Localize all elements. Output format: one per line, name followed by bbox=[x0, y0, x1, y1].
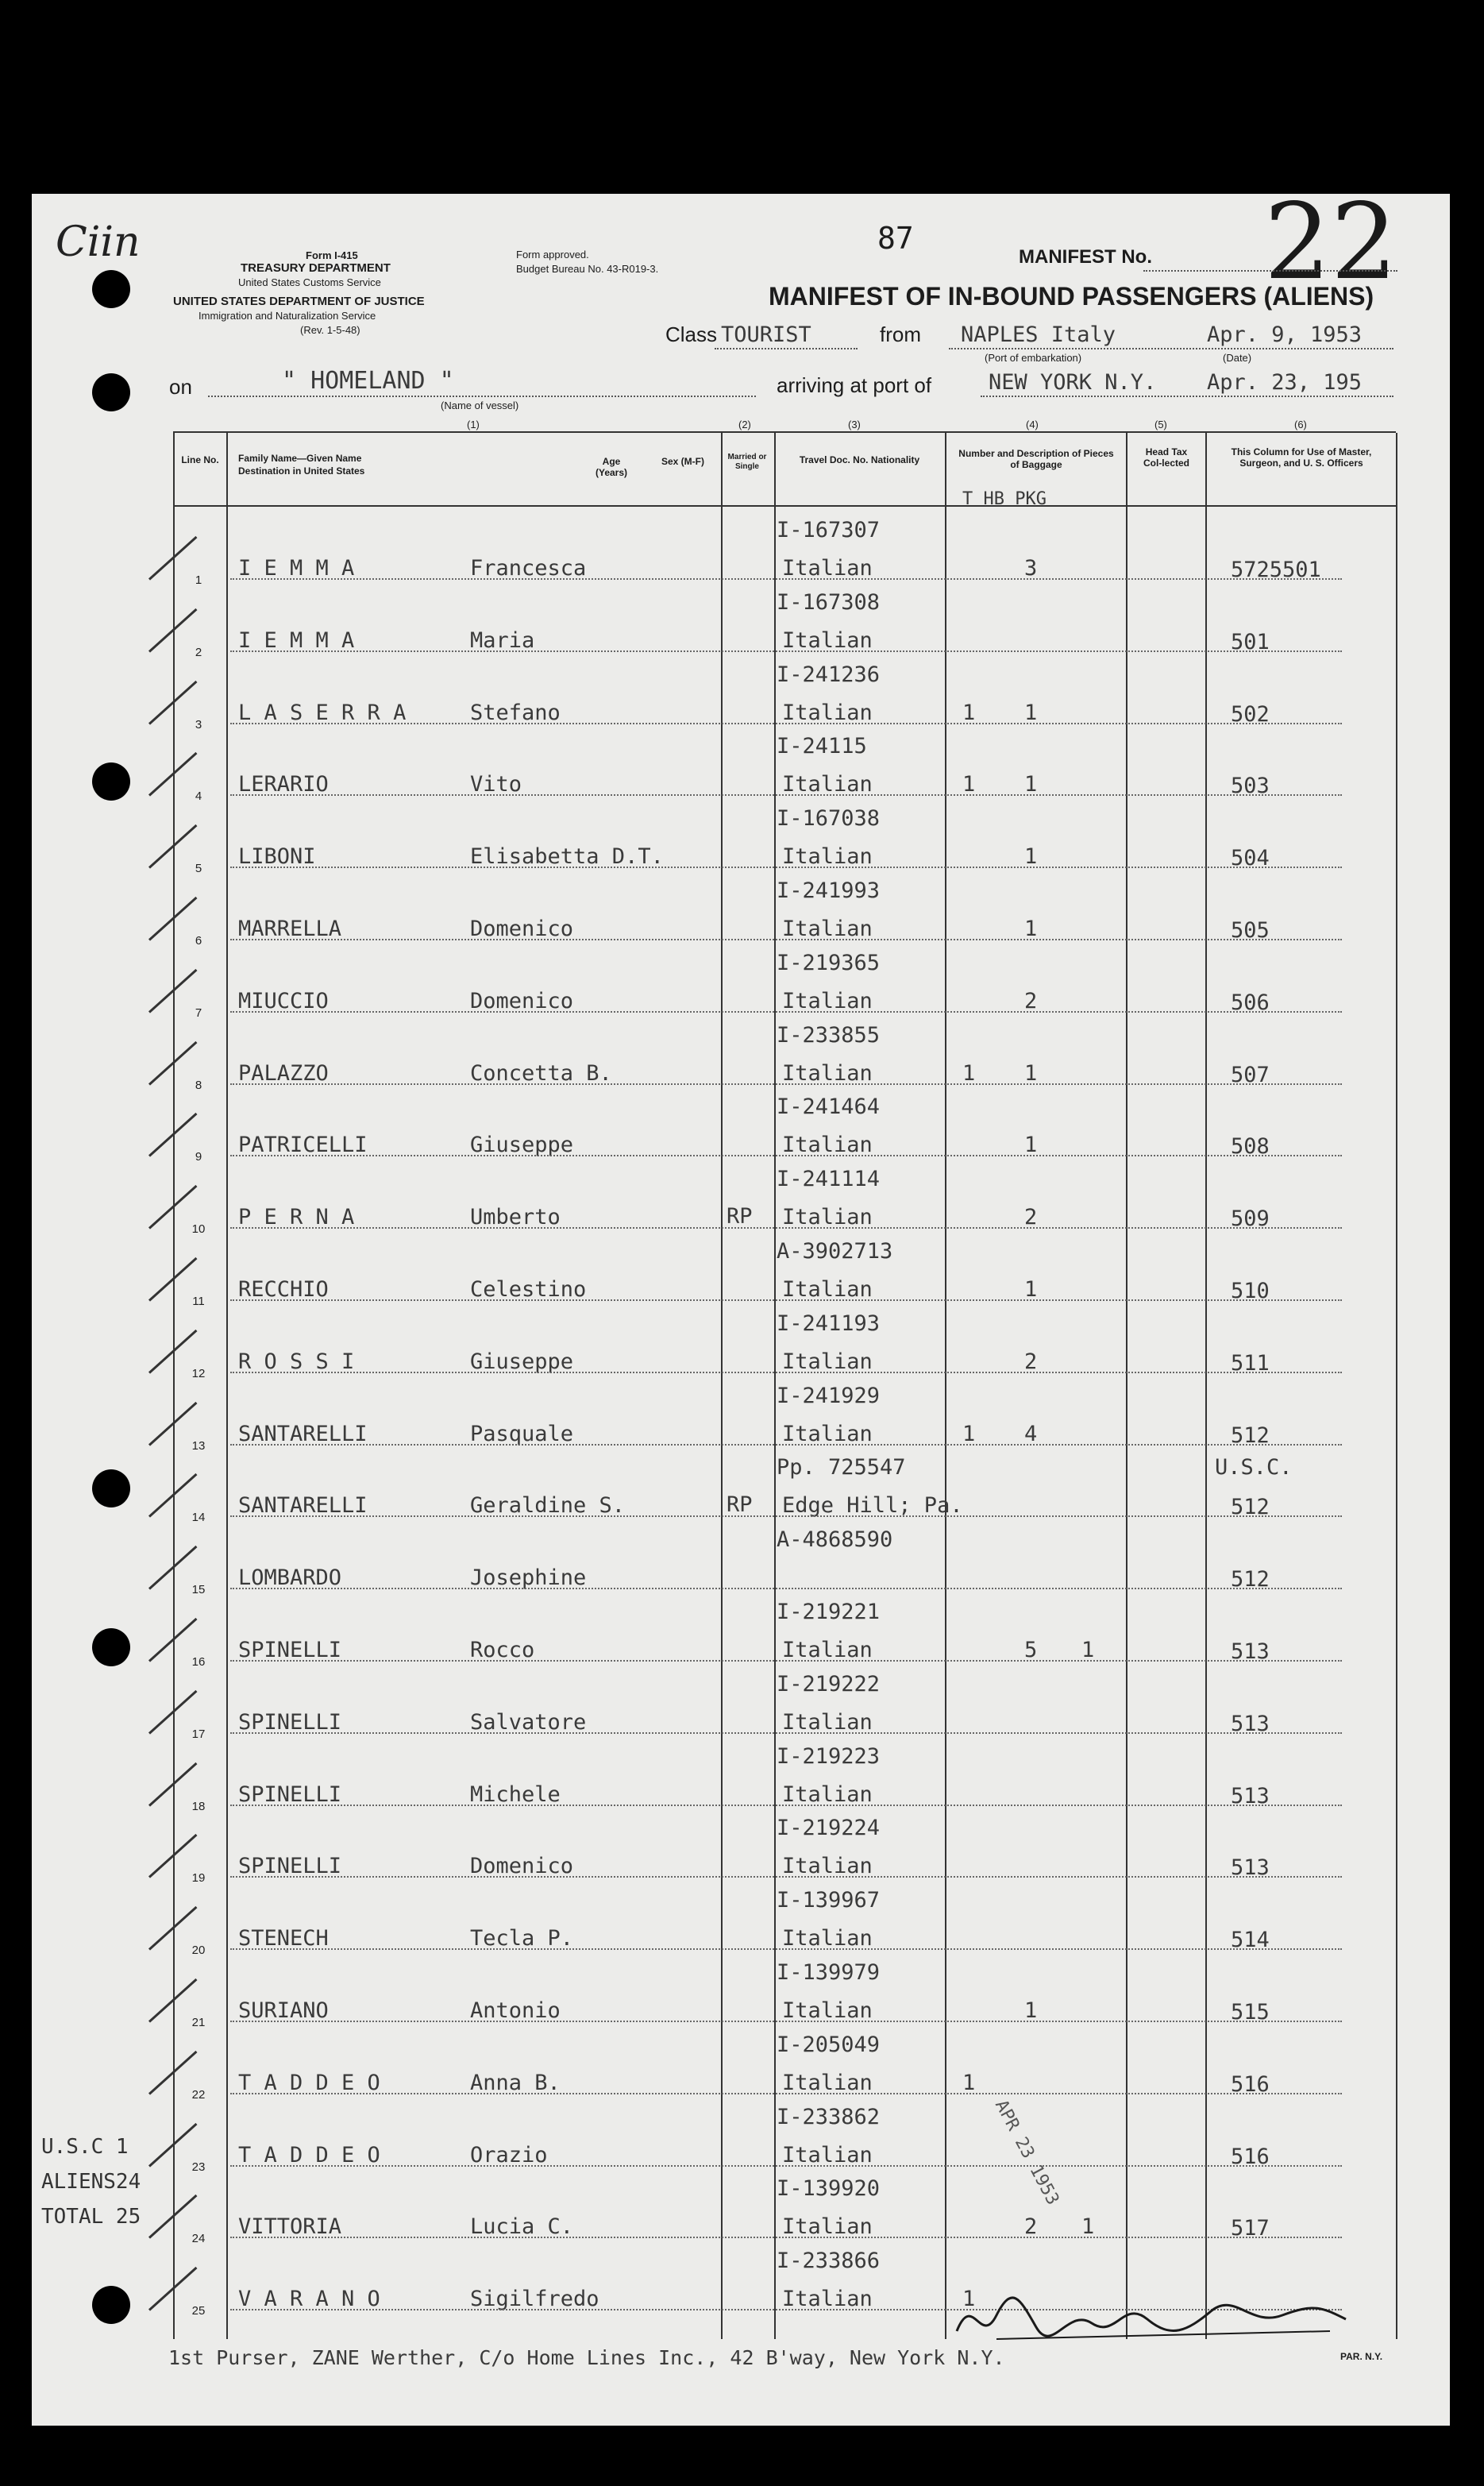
baggage-trunks: 1 bbox=[962, 772, 976, 797]
travel-doc-number: I-233866 bbox=[777, 2249, 881, 2273]
row-rule bbox=[230, 1299, 1342, 1301]
line-number: 6 bbox=[195, 934, 202, 948]
baggage-hand: 1 bbox=[1024, 701, 1038, 725]
purser-line: 1st Purser, ZANE Werther, C/o Home Lines Inc., 42 B'way, New York N.Y. bbox=[168, 2346, 1005, 2369]
nationality: Italian bbox=[782, 2143, 873, 2168]
family-name: MARRELLA bbox=[238, 917, 342, 941]
line-number: 24 bbox=[191, 2232, 206, 2245]
nationality: Italian bbox=[782, 1133, 873, 1157]
nationality: Italian bbox=[782, 628, 873, 653]
col-officers: This Column for Use of Master, Surgeon, and U. S. Officers bbox=[1231, 446, 1372, 469]
table-row bbox=[0, 1013, 1484, 1092]
ins-label: Immigration and Naturalization Service bbox=[199, 310, 376, 322]
rp-mark: RP bbox=[727, 1204, 753, 1229]
nationality: Italian bbox=[782, 1998, 873, 2023]
nationality: Italian bbox=[782, 2071, 873, 2095]
col-name: Family Name—Given Name bbox=[238, 453, 362, 464]
given-name: Anna B. bbox=[470, 2071, 561, 2095]
family-name: SPINELLI bbox=[238, 1854, 342, 1878]
arrival-stamp: APR 23 1953 bbox=[990, 2097, 1063, 2209]
officer-number: 513 bbox=[1231, 1855, 1270, 1880]
given-name: Celestino bbox=[470, 1277, 587, 1302]
line-number: 16 bbox=[191, 1655, 206, 1669]
vessel-caption: (Name of vessel) bbox=[441, 400, 519, 411]
baggage-packages: 1 bbox=[1081, 2214, 1095, 2239]
row-rule bbox=[230, 794, 1342, 796]
family-name: SURIANO bbox=[238, 1998, 329, 2023]
from-label: from bbox=[880, 322, 921, 346]
line-number: 14 bbox=[191, 1511, 206, 1524]
given-name: Salvatore bbox=[470, 1710, 587, 1735]
table-row bbox=[0, 1878, 1484, 1957]
table-row bbox=[0, 1374, 1484, 1453]
justice-dept: UNITED STATES DEPARTMENT OF JUSTICE bbox=[173, 295, 425, 308]
baggage-hand: 2 bbox=[1024, 1205, 1038, 1229]
officer-number: 502 bbox=[1231, 702, 1270, 727]
line-number: 12 bbox=[191, 1367, 206, 1380]
officer-number: 508 bbox=[1231, 1134, 1270, 1159]
nationality: Italian bbox=[782, 2287, 873, 2311]
officer-number: 513 bbox=[1231, 1639, 1270, 1664]
officer-number: 515 bbox=[1231, 2000, 1270, 2025]
officer-number: 516 bbox=[1231, 2072, 1270, 2097]
nationality: Italian bbox=[782, 701, 873, 725]
table-row bbox=[0, 724, 1484, 803]
row-rule bbox=[230, 650, 1342, 652]
family-name: PATRICELLI bbox=[238, 1133, 368, 1157]
tally-usc: U.S.C 1 bbox=[41, 2135, 129, 2159]
nationality: Italian bbox=[782, 1854, 873, 1878]
col-num-4: (4) bbox=[1026, 419, 1039, 430]
travel-doc-number: I-219222 bbox=[777, 1672, 881, 1697]
line-number: 18 bbox=[191, 1800, 206, 1813]
family-name: VITTORIA bbox=[238, 2214, 342, 2239]
baggage-trunks: 1 bbox=[962, 2071, 976, 2095]
given-name: Elisabetta D.T. bbox=[470, 844, 664, 869]
family-name: LERARIO bbox=[238, 772, 329, 797]
table-row bbox=[0, 653, 1484, 732]
table-row bbox=[0, 1806, 1484, 1885]
family-name: SPINELLI bbox=[238, 1638, 342, 1662]
nationality: Italian bbox=[782, 1638, 873, 1662]
given-name: Maria bbox=[470, 628, 535, 653]
officer-number: 516 bbox=[1231, 2144, 1270, 2169]
line-number: 8 bbox=[195, 1079, 202, 1092]
family-name: L A S E R R A bbox=[238, 701, 407, 725]
document-title: MANIFEST OF IN-BOUND PASSENGERS (ALIENS) bbox=[769, 282, 1374, 311]
baggage-hand: 2 bbox=[1024, 989, 1038, 1013]
line-number: 3 bbox=[195, 718, 202, 732]
family-name: I E M M A bbox=[238, 628, 355, 653]
col-married: Married or Single bbox=[727, 453, 767, 471]
nationality: Italian bbox=[782, 917, 873, 941]
row-rule bbox=[230, 1011, 1342, 1013]
baggage-hand: 2 bbox=[1024, 2214, 1038, 2239]
nationality: Italian bbox=[782, 1782, 873, 1807]
row-rule bbox=[230, 1948, 1342, 1950]
treasury-dept: TREASURY DEPARTMENT bbox=[241, 261, 391, 275]
from-port: NAPLES Italy bbox=[961, 322, 1116, 347]
officer-number: 5725501 bbox=[1231, 558, 1321, 582]
officer-number: 512 bbox=[1231, 1567, 1270, 1592]
officer-number: 513 bbox=[1231, 1712, 1270, 1736]
baggage-hand: 5 bbox=[1024, 1638, 1038, 1662]
table-row bbox=[0, 2023, 1484, 2102]
col-travel-doc: Travel Doc. No. Nationality bbox=[799, 454, 920, 465]
row-rule bbox=[230, 578, 1342, 580]
family-name: I E M M A bbox=[238, 556, 355, 581]
line-number: 2 bbox=[195, 646, 202, 659]
row-rule bbox=[230, 939, 1342, 940]
line-number: 25 bbox=[191, 2304, 206, 2318]
travel-doc-number: I-241236 bbox=[777, 662, 881, 687]
given-name: Francesca bbox=[470, 556, 587, 581]
given-name: Josephine bbox=[470, 1565, 587, 1590]
family-name: STENECH bbox=[238, 1926, 329, 1951]
citizen-note: U.S.C. bbox=[1215, 1455, 1293, 1480]
row-rule bbox=[230, 1588, 1342, 1589]
tally-total: TOTAL 25 bbox=[41, 2205, 141, 2229]
given-name: Lucia C. bbox=[470, 2214, 574, 2239]
vessel-name: " HOMELAND " bbox=[282, 367, 454, 395]
travel-doc-number: I-167307 bbox=[777, 518, 881, 542]
baggage-hand: 2 bbox=[1024, 1349, 1038, 1374]
col-baggage: Number and Description of Pieces of Baggage bbox=[958, 448, 1114, 470]
table-row bbox=[0, 1662, 1484, 1741]
officer-signature bbox=[949, 2283, 1362, 2355]
line-number: 4 bbox=[195, 789, 202, 803]
binder-hole-1 bbox=[92, 270, 130, 308]
nationality: Italian bbox=[782, 1926, 873, 1951]
page-number: 87 bbox=[877, 221, 914, 256]
baggage-trunks: 1 bbox=[962, 1061, 976, 1086]
date-caption: (Date) bbox=[1223, 352, 1252, 364]
nationality: Italian bbox=[782, 844, 873, 869]
nationality: Italian bbox=[782, 1277, 873, 1302]
travel-doc-number: I-219221 bbox=[777, 1600, 881, 1624]
travel-doc-number: I-167038 bbox=[777, 806, 881, 831]
travel-doc-number: I-241193 bbox=[777, 1311, 881, 1336]
given-name: Rocco bbox=[470, 1638, 535, 1662]
officer-number: 509 bbox=[1231, 1206, 1270, 1231]
manifest-label: MANIFEST No. bbox=[1019, 246, 1152, 268]
baggage-hand: 4 bbox=[1024, 1422, 1038, 1446]
baggage-hand: 1 bbox=[1024, 1277, 1038, 1302]
family-name: R O S S I bbox=[238, 1349, 355, 1374]
rev-label: (Rev. 1-5-48) bbox=[300, 324, 360, 336]
row-rule bbox=[230, 1732, 1342, 1734]
table-row bbox=[0, 1951, 1484, 2029]
col-age: Age (Years) bbox=[595, 456, 628, 478]
line-number: 5 bbox=[195, 862, 202, 875]
table-row bbox=[0, 508, 1484, 587]
line-number: 9 bbox=[195, 1150, 202, 1164]
row-rule bbox=[230, 1660, 1342, 1662]
given-name: Tecla P. bbox=[470, 1926, 574, 1951]
officer-number: 505 bbox=[1231, 918, 1270, 943]
table-row bbox=[0, 1085, 1484, 1164]
given-name: Vito bbox=[470, 772, 522, 797]
table-row bbox=[0, 581, 1484, 659]
officer-number: 513 bbox=[1231, 1784, 1270, 1809]
table-row bbox=[0, 869, 1484, 948]
nationality: Italian bbox=[782, 1061, 873, 1086]
line-number: 13 bbox=[191, 1439, 206, 1453]
col-head-tax: Head Tax Col-lected bbox=[1143, 446, 1189, 469]
family-name: V A R A N O bbox=[238, 2287, 380, 2311]
col-num-3: (3) bbox=[848, 419, 861, 430]
given-name: Michele bbox=[470, 1782, 561, 1807]
officer-number: 514 bbox=[1231, 1928, 1270, 1952]
travel-doc-number: I-167308 bbox=[777, 590, 881, 615]
row-rule bbox=[230, 2021, 1342, 2022]
arriving-label: arriving at port of bbox=[777, 373, 932, 397]
col-line-no: Line No. bbox=[181, 454, 219, 465]
line-number: 15 bbox=[191, 1583, 206, 1596]
nationality: Italian bbox=[782, 772, 873, 797]
nationality: Italian bbox=[782, 1422, 873, 1446]
customs-service: United States Customs Service bbox=[238, 276, 381, 288]
officer-number: 507 bbox=[1231, 1063, 1270, 1087]
nationality: Italian bbox=[782, 2214, 873, 2239]
line-number: 1 bbox=[195, 573, 202, 587]
given-name: Sigilfredo bbox=[470, 2287, 599, 2311]
travel-doc-number: I-241464 bbox=[777, 1094, 881, 1119]
given-name: Antonio bbox=[470, 1998, 561, 2023]
family-name: PALAZZO bbox=[238, 1061, 329, 1086]
travel-doc-number: I-219365 bbox=[777, 951, 881, 975]
family-name: SANTARELLI bbox=[238, 1493, 368, 1518]
line-number: 7 bbox=[195, 1006, 202, 1020]
travel-doc-number: A-4868590 bbox=[777, 1527, 893, 1552]
col-num-6: (6) bbox=[1294, 419, 1307, 430]
family-name: SPINELLI bbox=[238, 1710, 342, 1735]
rp-mark: RP bbox=[727, 1492, 753, 1517]
nationality: Italian bbox=[782, 556, 873, 581]
baggage-hand: 3 bbox=[1024, 556, 1038, 581]
baggage-trunks: 1 bbox=[962, 1422, 976, 1446]
line-number: 10 bbox=[191, 1222, 206, 1236]
family-name: T A D D E O bbox=[238, 2071, 380, 2095]
table-row bbox=[0, 797, 1484, 875]
class-value: TOURIST bbox=[721, 322, 811, 347]
row-rule bbox=[230, 1155, 1342, 1156]
col-destination: Destination in United States bbox=[238, 465, 365, 477]
baggage-packages: 1 bbox=[1081, 1638, 1095, 1662]
family-name: P E R N A bbox=[238, 1205, 355, 1229]
binder-hole-2 bbox=[92, 373, 130, 411]
line-number: 23 bbox=[191, 2160, 206, 2174]
officer-number: 504 bbox=[1231, 846, 1270, 870]
row-rule bbox=[230, 1372, 1342, 1373]
col-sex: Sex (M-F) bbox=[661, 456, 704, 467]
on-label: on bbox=[169, 375, 192, 399]
baggage-trunks: 1 bbox=[962, 701, 976, 725]
officer-number: 510 bbox=[1231, 1279, 1270, 1303]
family-name: LOMBARDO bbox=[238, 1565, 342, 1590]
printer-mark: PAR. N.Y. bbox=[1340, 2351, 1383, 2362]
col-num-2: (2) bbox=[738, 419, 751, 430]
row-rule bbox=[230, 2237, 1342, 2238]
family-name: MIUCCIO bbox=[238, 989, 329, 1013]
travel-doc-number: I-241993 bbox=[777, 878, 881, 903]
travel-doc-number: I-24115 bbox=[777, 734, 867, 759]
baggage-hand: 1 bbox=[1024, 844, 1038, 869]
row-rule bbox=[230, 1227, 1342, 1229]
baggage-hand: 1 bbox=[1024, 1061, 1038, 1086]
given-name: Geraldine S. bbox=[470, 1493, 626, 1518]
col-num-1: (1) bbox=[467, 419, 480, 430]
travel-doc-number: I-139979 bbox=[777, 1960, 881, 1985]
officer-number: 517 bbox=[1231, 2216, 1270, 2241]
budget-bureau: Budget Bureau No. 43-R019-3. bbox=[516, 263, 659, 275]
line-number: 21 bbox=[191, 2016, 206, 2029]
travel-doc-number: A-3902713 bbox=[777, 1239, 893, 1264]
form-number: Form I-415 bbox=[306, 249, 358, 261]
baggage-trunks: 1 bbox=[962, 2287, 976, 2311]
tally-aliens: ALIENS24 bbox=[41, 2170, 141, 2194]
given-name: Giuseppe bbox=[470, 1349, 574, 1374]
family-name: T A D D E O bbox=[238, 2143, 380, 2168]
line-number: 19 bbox=[191, 1871, 206, 1885]
class-label: Class bbox=[665, 322, 718, 346]
row-rule bbox=[230, 2093, 1342, 2094]
given-name: Stefano bbox=[470, 701, 561, 725]
family-name: SANTARELLI bbox=[238, 1422, 368, 1446]
row-rule bbox=[230, 1515, 1342, 1517]
col-num-5: (5) bbox=[1154, 419, 1167, 430]
nationality: Edge Hill; Pa. bbox=[782, 1493, 963, 1518]
travel-doc-number: I-139967 bbox=[777, 1888, 881, 1913]
baggage-hand: 1 bbox=[1024, 1133, 1038, 1157]
officer-number: 511 bbox=[1231, 1351, 1270, 1376]
table-row bbox=[0, 1302, 1484, 1380]
table-row bbox=[0, 1590, 1484, 1669]
given-name: Giuseppe bbox=[470, 1133, 574, 1157]
baggage-hand: 1 bbox=[1024, 772, 1038, 797]
nationality: Italian bbox=[782, 989, 873, 1013]
travel-doc-number: I-219223 bbox=[777, 1744, 881, 1769]
officer-number: 512 bbox=[1231, 1495, 1270, 1519]
officer-number: 503 bbox=[1231, 774, 1270, 798]
baggage-hand: 1 bbox=[1024, 917, 1038, 941]
corner-note: Ciin bbox=[56, 218, 141, 266]
travel-doc-number: I-139920 bbox=[777, 2176, 881, 2201]
nationality: Italian bbox=[782, 1710, 873, 1735]
nationality: Italian bbox=[782, 1205, 873, 1229]
officer-number: 501 bbox=[1231, 630, 1270, 654]
travel-doc-number: I-233862 bbox=[777, 2105, 881, 2129]
given-name: Domenico bbox=[470, 1854, 574, 1878]
travel-doc-number: I-233855 bbox=[777, 1023, 881, 1048]
row-rule bbox=[230, 867, 1342, 868]
given-name: Domenico bbox=[470, 917, 574, 941]
travel-doc-number: I-205049 bbox=[777, 2032, 881, 2057]
table-row bbox=[0, 2167, 1484, 2245]
given-name: Concetta B. bbox=[470, 1061, 612, 1086]
given-name: Umberto bbox=[470, 1205, 561, 1229]
baggage-hand: 1 bbox=[1024, 1998, 1038, 2023]
manifest-number: 22 bbox=[1264, 181, 1397, 303]
given-name: Orazio bbox=[470, 2143, 548, 2168]
table-row bbox=[0, 2095, 1484, 2174]
travel-doc-number: I-219224 bbox=[777, 1816, 881, 1840]
officer-number: 512 bbox=[1231, 1423, 1270, 1448]
family-name: LIBONI bbox=[238, 844, 316, 869]
line-number: 17 bbox=[191, 1727, 206, 1741]
table-row bbox=[0, 1735, 1484, 1813]
given-name: Domenico bbox=[470, 989, 574, 1013]
table-row bbox=[0, 941, 1484, 1020]
arrival-port: NEW YORK N.Y. bbox=[989, 370, 1157, 395]
line-number: 22 bbox=[191, 2088, 206, 2102]
travel-doc-number: Pp. 725547 bbox=[777, 1455, 906, 1480]
travel-doc-number: I-241114 bbox=[777, 1167, 881, 1191]
form-approved: Form approved. bbox=[516, 249, 589, 261]
family-name: SPINELLI bbox=[238, 1782, 342, 1807]
officer-number: 506 bbox=[1231, 990, 1270, 1015]
line-number: 11 bbox=[192, 1295, 205, 1308]
port-embark-caption: (Port of embarkation) bbox=[985, 352, 1082, 364]
baggage-subheader: T HB PKG bbox=[962, 489, 1047, 509]
given-name: Pasquale bbox=[470, 1422, 574, 1446]
row-rule bbox=[230, 1876, 1342, 1878]
line-number: 20 bbox=[191, 1944, 206, 1957]
from-date: Apr. 9, 1953 bbox=[1207, 322, 1363, 347]
arrival-date: Apr. 23, 195 bbox=[1207, 370, 1363, 395]
nationality: Italian bbox=[782, 1349, 873, 1374]
family-name: RECCHIO bbox=[238, 1277, 329, 1302]
travel-doc-number: I-241929 bbox=[777, 1384, 881, 1408]
